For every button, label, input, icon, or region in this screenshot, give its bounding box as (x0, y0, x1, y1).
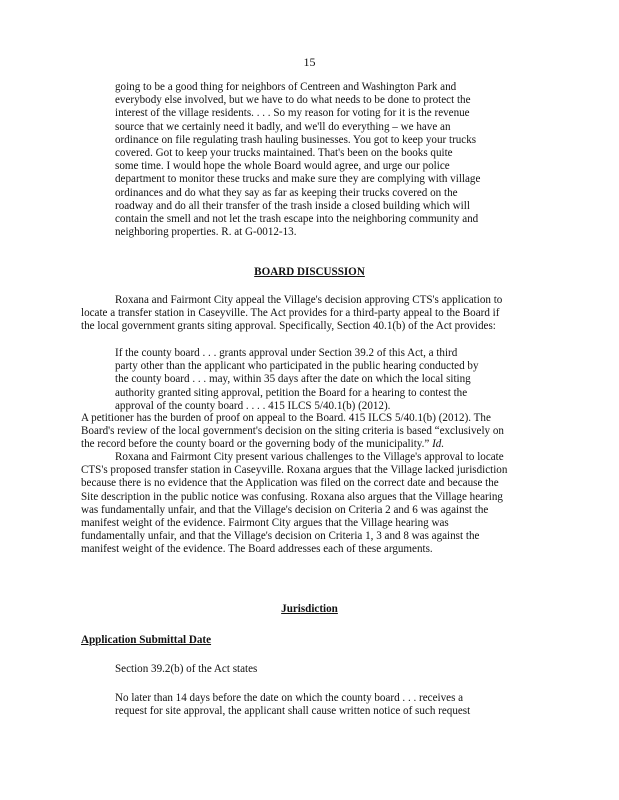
quote-line: department to monitor these trucks and make sure they are complying with village (115, 173, 481, 186)
subheading-application-submittal-date: Application Submittal Date (81, 634, 212, 646)
paragraph-line: locate a transfer station in Caseyville. The Act provides for a third-party appeal to the Board if (81, 307, 500, 320)
quote-line: going to be a good thing for neighbors of Centreen and Washington Park and (115, 81, 457, 93)
paragraph-burden-of-proof (81, 412, 541, 452)
quote-line: No later than 14 days before the date on which the county board . . . receives a (115, 692, 464, 704)
quote-line: neighboring properties. R. at G-0012-13. (115, 226, 297, 239)
citation-id: Id. (432, 438, 445, 451)
quote-line: covered. Got to keep your trucks maintained. That's been on the books quite (115, 147, 453, 160)
paragraph-section-39-2: Section 39.2(b) of the Act states (115, 663, 258, 675)
paragraph-challenges (81, 451, 541, 557)
quote-line: the county board . . . may, within 35 days after the date on which the local siting (115, 373, 471, 386)
quote-line: If the county board . . . grants approval under Section 39.2 of this Act, a third (115, 347, 458, 359)
quote-line: roadway and do all their transfer of the trash inside a closed building which will (115, 199, 470, 212)
quote-line: contain the smell and not let the trash escape into the neighboring community and (115, 213, 479, 226)
quote-line: source that we certainly need it badly, and we'll do everything – we have an (115, 120, 451, 133)
quote-line: approval of the county board . . . . 415 ILCS 5/40.1(b) (2012). (115, 399, 391, 412)
paragraph-line: manifest weight of the evidence. Fairmont City argues that the Village hearing was (81, 517, 449, 530)
quote-line: some time. I would hope the whole Board would agree, and urge our police (115, 160, 450, 173)
quote-line: authority granted siting approval, petition the Board for a hearing to contest the (115, 386, 468, 399)
section-heading-board-discussion: BOARD DISCUSSION (254, 266, 365, 278)
paragraph-line (81, 438, 541, 451)
paragraph-line: manifest weight of the evidence. The Board addresses each of these arguments. (81, 543, 433, 556)
paragraph-line-text: the record before the county board or the governing body of the municipality.” (81, 438, 430, 451)
paragraph-line: Roxana and Fairmont City appeal the Village's decision approving CTS's application to (115, 294, 503, 306)
paragraph-line: fundamentally unfair, and that the Village's decision on Criteria 1, 3 and 8 was against the (81, 530, 480, 543)
paragraph-line: A petitioner has the burden of proof on appeal to the Board. 415 ILCS 5/40.1(b) (2012). The (81, 412, 491, 424)
paragraph-line: Roxana and Fairmont City present various challenges to the Village's approval to locate (115, 451, 504, 463)
section-heading-jurisdiction: Jurisdiction (281, 603, 338, 615)
paragraph-line: because there is no evidence that the Application was filed on the correct date and because the (81, 477, 499, 490)
quote-line: interest of the village residents. . . . So my reason for voting for it is the revenue (115, 107, 470, 120)
block-quote-testimony (115, 81, 505, 239)
paragraph-line: was fundamentally unfair, and that the Village's decision on Criteria 2 and 6 was against the (81, 503, 489, 516)
paragraph-line: Board's review of the local government's decision on the siting criteria is based “exclusively on (81, 425, 504, 438)
quote-line: ordinances and do what they say as far as keeping their trucks covered on the (115, 186, 458, 199)
quote-line: ordinance on file regulating trash hauling businesses. You got to keep your trucks (115, 133, 477, 146)
quote-line: request for site approval, the applicant shall cause written notice of such request (115, 705, 471, 718)
paragraph-appeal-intro (81, 294, 541, 334)
paragraph-line: CTS's proposed transfer station in Caseyville. Roxana argues that the Village lacked jurisdiction (81, 464, 508, 477)
block-quote-section-40-1 (115, 347, 507, 413)
block-quote-section-39-2 (115, 692, 507, 718)
quote-line: party other than the applicant who participated in the public hearing conducted by (115, 360, 479, 373)
quote-line: everybody else involved, but we have to do what needs to be done to protect the (115, 94, 471, 107)
page-number: 15 (303, 55, 316, 69)
paragraph-line: Site description in the public notice was confusing. Roxana also argues that the Village hearing (81, 490, 503, 503)
paragraph-line: the local government grants siting approval. Specifically, Section 40.1(b) of the Act provides: (81, 320, 496, 333)
